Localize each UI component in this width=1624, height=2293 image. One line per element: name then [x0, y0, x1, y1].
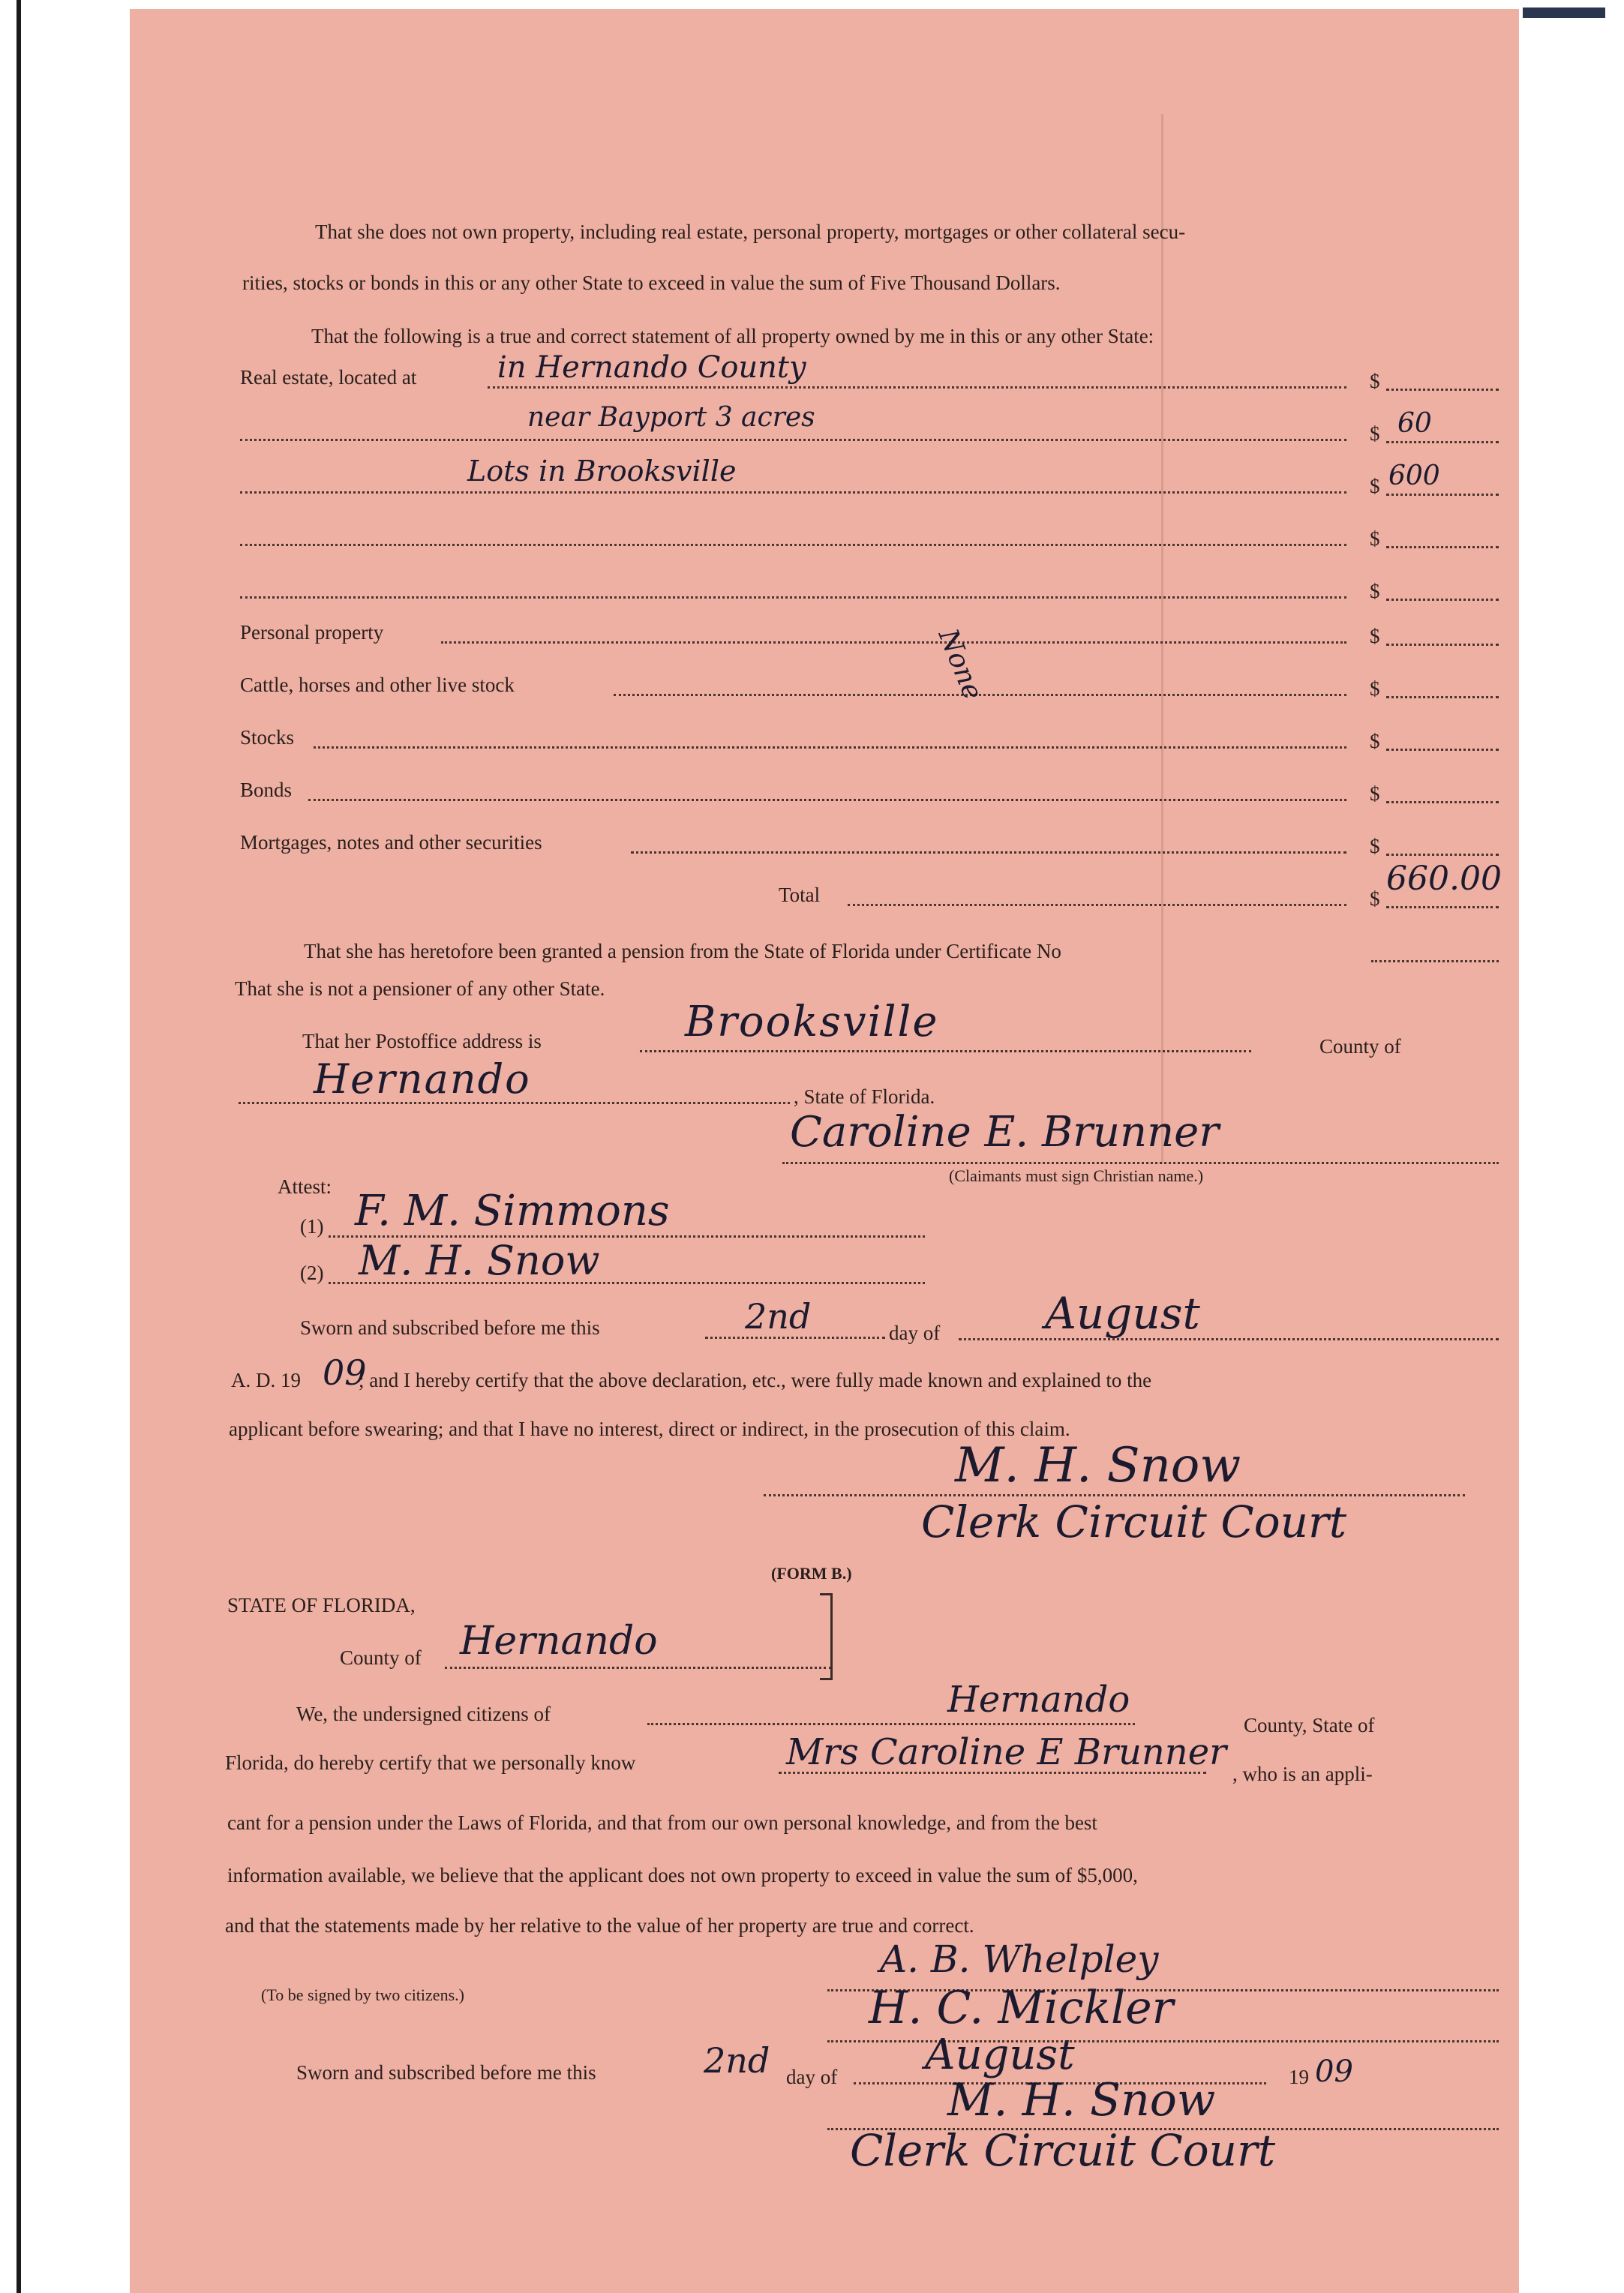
amount-row3-line	[1386, 494, 1499, 496]
form-b-applicant-value: Mrs Caroline E Brunner	[786, 1731, 1227, 1773]
mortgages-label: Mortgages, notes and other securities	[240, 831, 542, 854]
stocks-label: Stocks	[240, 726, 295, 749]
not-pensioner-text: That she is not a pensioner of any other State.	[235, 977, 605, 1000]
amount-row4-line	[1386, 546, 1499, 548]
bonds-line	[308, 799, 1346, 801]
currency-stocks: $	[1370, 730, 1380, 752]
pension-form-sheet	[130, 9, 1519, 2293]
real-estate-row1-location: in Hernando County	[497, 350, 806, 385]
currency-row4: $	[1370, 527, 1380, 550]
currency-personal: $	[1370, 625, 1380, 647]
jurat1-day-line	[705, 1337, 885, 1339]
scan-corner-mark	[1523, 8, 1605, 18]
witness1-signature: F. M. Simmons	[355, 1187, 670, 1235]
attest-number-2: (2)	[300, 1262, 324, 1284]
real-estate-row2-line	[240, 439, 1346, 441]
currency-row3: $	[1370, 475, 1380, 497]
amount-row2: 60	[1397, 408, 1432, 439]
form-b-month-value: August	[925, 2030, 1075, 2079]
none-annotation: None	[932, 624, 989, 704]
form-b-clerk-signature: M. H. Snow	[947, 2074, 1216, 2126]
currency-row1: $	[1370, 370, 1380, 392]
para1-line2: rities, stocks or bonds in this or any other State to exceed in value the sum of Five Thousand Dollars.	[242, 272, 1061, 294]
real-estate-row5-line	[240, 596, 1346, 599]
total-value: 660.00	[1386, 860, 1502, 898]
amount-stocks-line	[1386, 749, 1499, 751]
stocks-line	[314, 746, 1346, 749]
real-estate-row4-line	[240, 544, 1346, 546]
currency-row5: $	[1370, 580, 1380, 602]
form-b-clerk-title: Clerk Circuit Court	[850, 2125, 1276, 2176]
certificate-text: That she has heretofore been granted a pension from the State of Florida under Certificate No	[304, 940, 1061, 962]
real-estate-row2-location: near Bayport 3 acres	[527, 402, 815, 433]
amount-bonds-line	[1386, 801, 1499, 803]
form-b-brace	[820, 1593, 833, 1680]
form-b-line3: cant for a pension under the Laws of Florida, and that from our own personal knowledge, and from the best	[227, 1811, 1097, 1834]
state-of-florida-text: , State of Florida.	[794, 1085, 935, 1108]
attest-label: Attest:	[278, 1175, 332, 1198]
total-label: Total	[779, 884, 821, 906]
form-b-line5: and that the statements made by her relative to the value of her property are true and correct.	[225, 1914, 974, 1937]
bonds-label: Bonds	[240, 779, 293, 801]
currency-mortgages: $	[1370, 835, 1380, 857]
jurat1-clerk-signature: M. H. Snow	[955, 1438, 1241, 1493]
form-b-day-value: 2nd	[704, 2040, 770, 2081]
form-b-we-county-value: Hernando	[947, 1679, 1130, 1721]
form-b-county-state-of: County, State of	[1244, 1714, 1375, 1736]
currency-bonds: $	[1370, 782, 1380, 805]
amount-row5-line	[1386, 599, 1499, 601]
form-b-state: STATE OF FLORIDA,	[227, 1594, 416, 1616]
amount-row1-line	[1386, 389, 1499, 391]
attest-number-1: (1)	[300, 1215, 324, 1238]
claimant-signature: Caroline E. Brunner	[790, 1108, 1220, 1157]
amount-total-line	[1386, 906, 1499, 908]
amount-personal-line	[1386, 644, 1499, 646]
personal-property-line	[441, 641, 1346, 644]
amount-cattle-line	[1386, 696, 1499, 698]
jurat1-month-line	[959, 1338, 1499, 1340]
para1-line1: That she does not own property, including real estate, personal property, mortgages or other collateral secu-	[315, 221, 1186, 243]
form-b-year-value: 09	[1315, 2054, 1353, 2089]
jurat1-day-value: 2nd	[745, 1296, 812, 1337]
citizen1-signature: A. B. Whelpley	[880, 1937, 1159, 1981]
currency-row2: $	[1370, 422, 1380, 445]
jurat1-line3: applicant before swearing; and that I have no interest, direct or indirect, in the prosecution of this claim.	[229, 1418, 1070, 1440]
jurat1-certify-text: ; and I hereby certify that the above declaration, etc., were fully made known and explained to the	[359, 1369, 1152, 1391]
paper-fold-line	[1161, 114, 1163, 1164]
claimant-signature-line	[782, 1162, 1499, 1164]
scan-edge-strip	[17, 0, 21, 2293]
form-b-sworn-text: Sworn and subscribed before me this	[296, 2061, 596, 2084]
jurat1-clerk-title: Clerk Circuit Court	[921, 1496, 1347, 1547]
jurat1-month-value: August	[1045, 1288, 1200, 1339]
postoffice-value: Brooksville	[685, 998, 939, 1046]
real-estate-row3-location: Lots in Brooksville	[467, 455, 737, 488]
form-b-county-line	[445, 1667, 831, 1669]
jurat1-sworn-text: Sworn and subscribed before me this	[300, 1316, 600, 1339]
form-b-who-is: , who is an appli-	[1232, 1763, 1373, 1785]
form-b-county-label: County of	[340, 1646, 422, 1669]
county-of-label: County of	[1319, 1035, 1401, 1058]
amount-mortgages-line	[1386, 854, 1499, 856]
personal-property-label: Personal property	[240, 621, 384, 644]
citizen2-signature: H. C. Mickler	[869, 1982, 1174, 2034]
form-b-county-value: Hernando	[460, 1619, 658, 1664]
jurat1-day-of: day of	[889, 1322, 941, 1344]
witness2-signature: M. H. Snow	[359, 1237, 600, 1284]
certificate-number-line	[1371, 960, 1499, 962]
claimant-note: (Claimants must sign Christian name.)	[949, 1166, 1204, 1185]
two-citizens-note: (To be signed by two citizens.)	[261, 1985, 464, 2004]
form-b-heading: (FORM B.)	[771, 1564, 852, 1583]
real-estate-row3-line	[240, 491, 1346, 494]
real-estate-row1-line	[488, 386, 1346, 389]
jurat1-year-value: 09	[323, 1352, 367, 1393]
currency-total: $	[1370, 887, 1380, 910]
total-line	[848, 904, 1346, 906]
mortgages-line	[631, 851, 1346, 854]
postoffice-label: That her Postoffice address is	[302, 1030, 542, 1052]
postoffice-line	[640, 1050, 1251, 1052]
form-b-we-county-line	[647, 1723, 1135, 1725]
county-value: Hernando	[314, 1055, 531, 1103]
cattle-label: Cattle, horses and other live stock	[240, 674, 515, 696]
amount-row2-line	[1386, 441, 1499, 443]
form-b-we-label: We, the undersigned citizens of	[296, 1703, 551, 1725]
jurat1-ad-prefix: A. D. 19	[231, 1369, 301, 1391]
currency-cattle: $	[1370, 677, 1380, 700]
amount-row3: 600	[1388, 461, 1440, 491]
form-b-year-prefix: 19	[1289, 2066, 1309, 2088]
form-b-line4: information available, we believe that the applicant does not own property to exceed in value the sum of $5,000,	[227, 1864, 1138, 1886]
form-b-florida-know: Florida, do hereby certify that we personally know	[225, 1751, 636, 1774]
form-b-day-of: day of	[786, 2066, 838, 2088]
para2: That the following is a true and correct statement of all property owned by me in this or any other State:	[311, 325, 1154, 347]
real-estate-label: Real estate, located at	[240, 366, 417, 389]
